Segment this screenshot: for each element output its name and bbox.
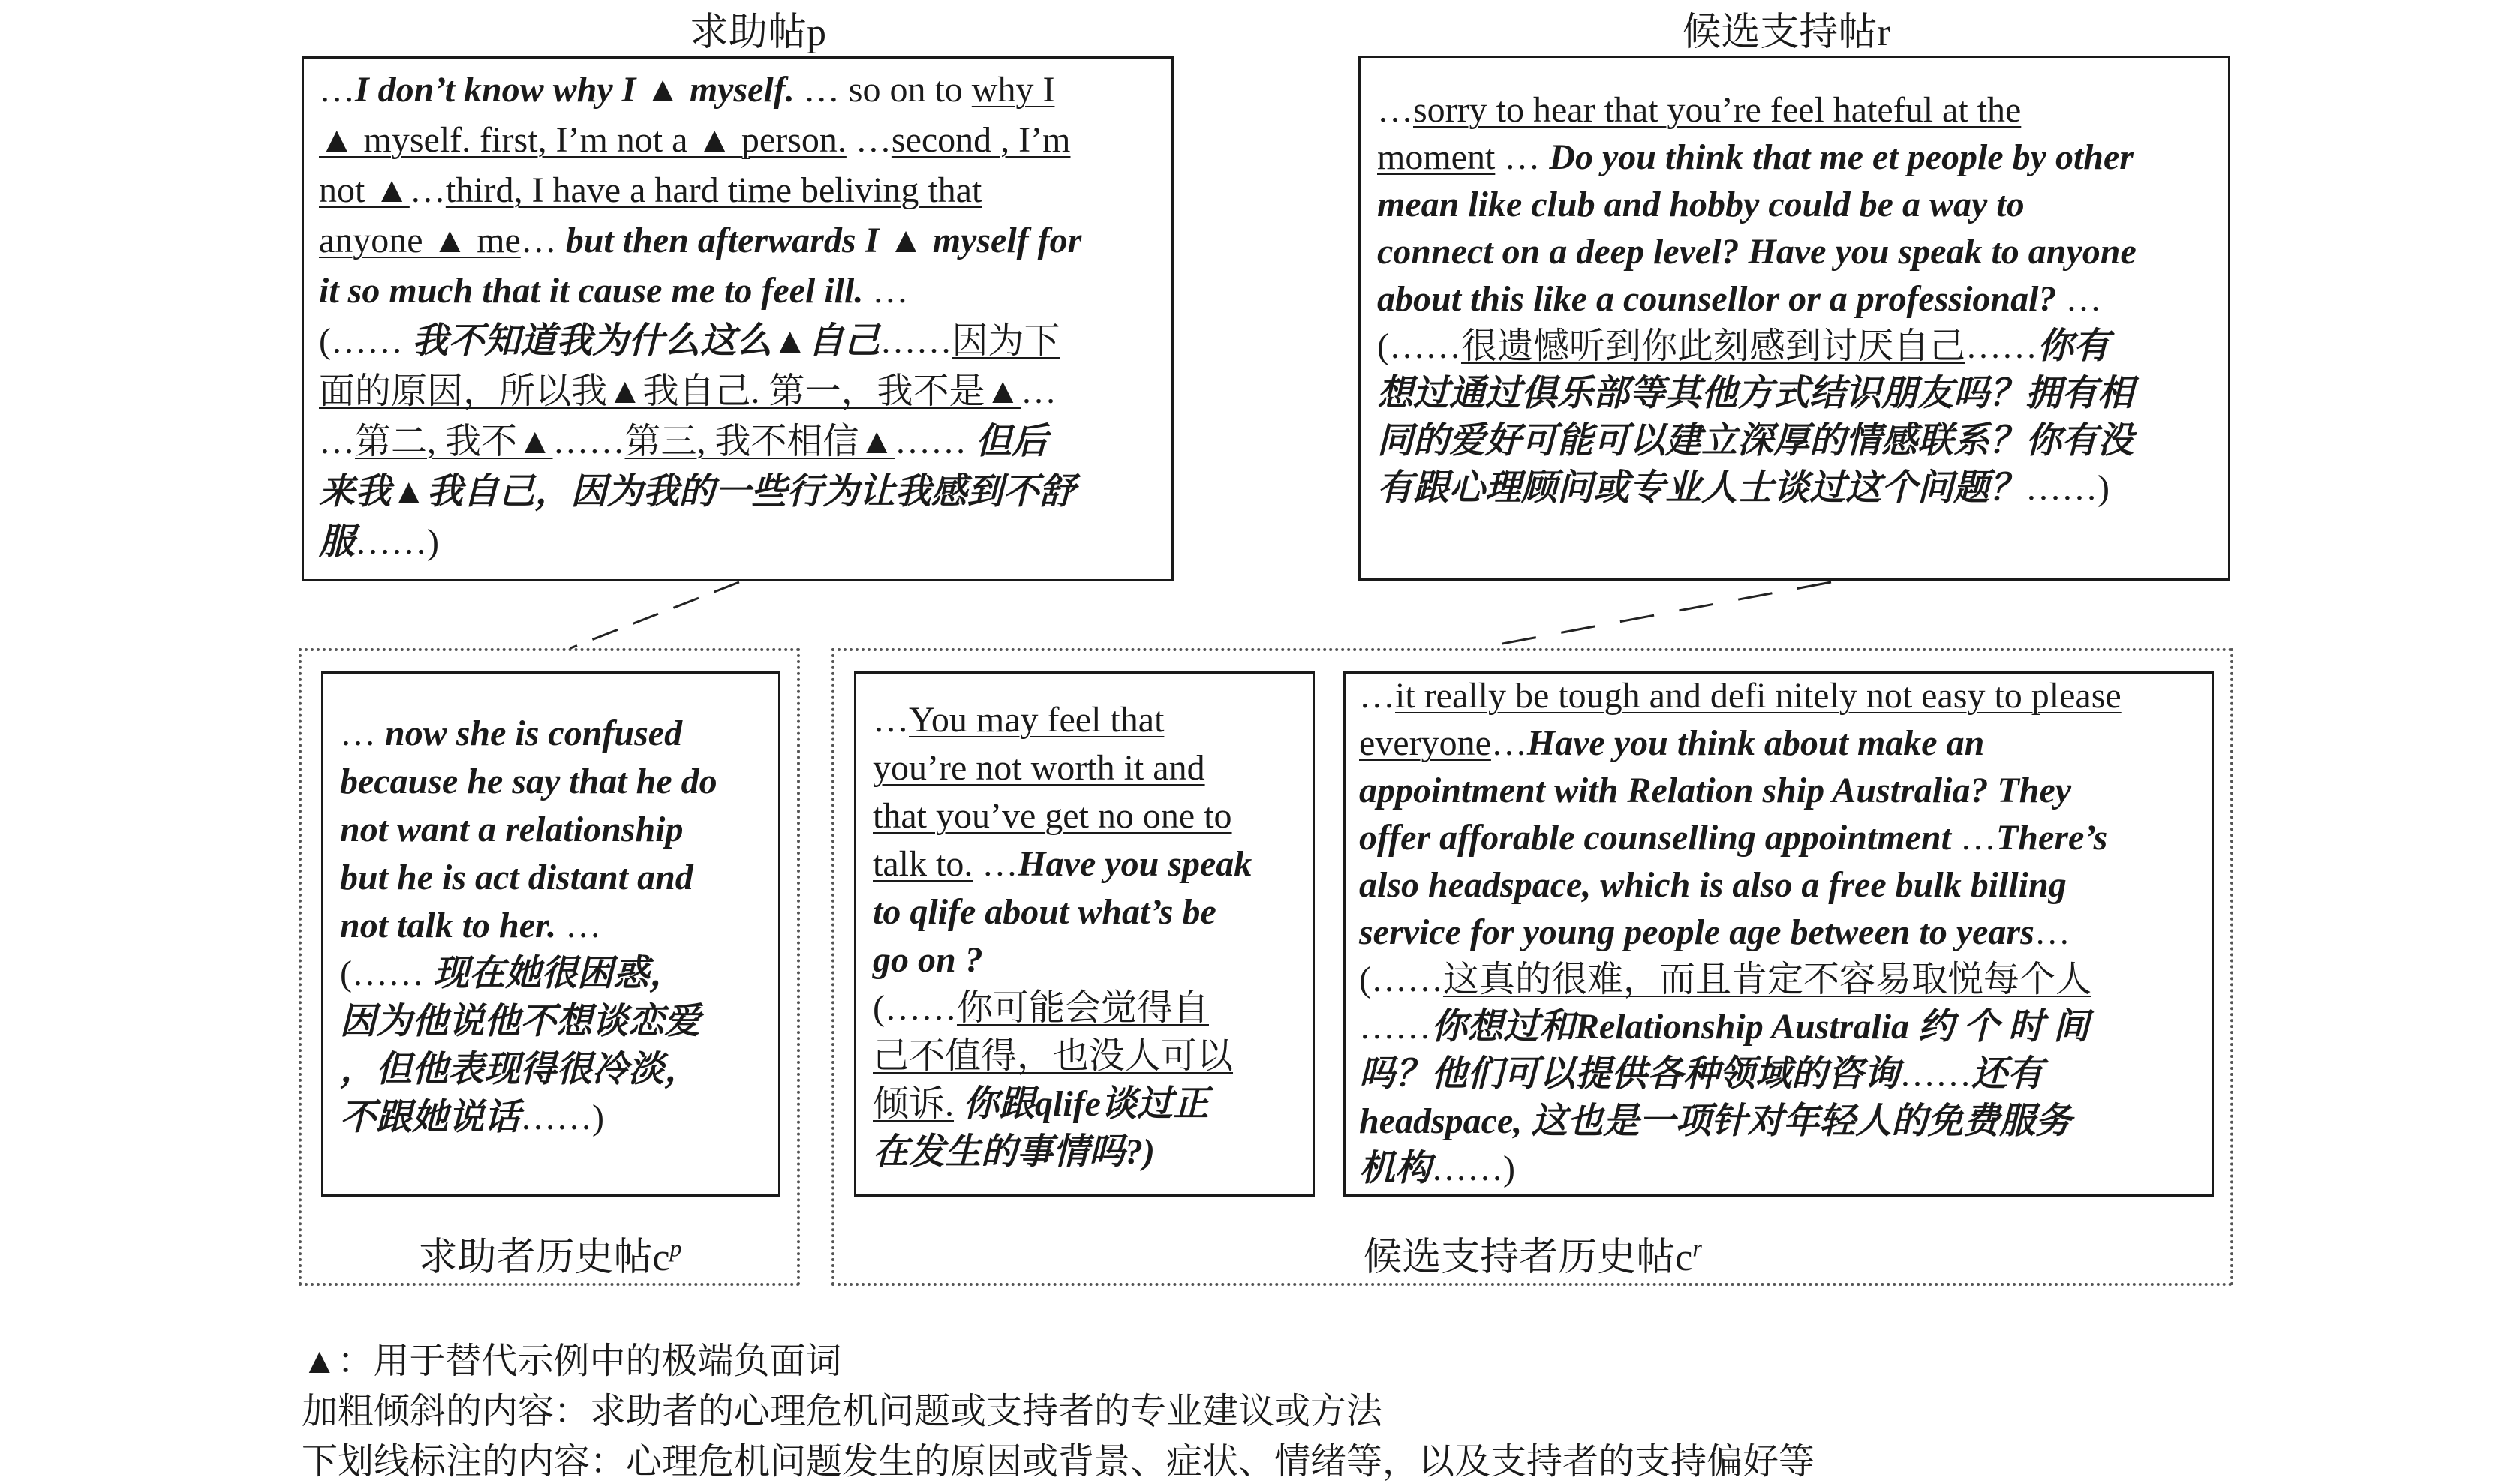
text-segment: 第二, 我不▲: [355, 422, 553, 461]
text-segment: everyone: [1359, 723, 1491, 763]
text-segment: you’re not worth it and: [873, 748, 1205, 788]
connector-help-to-seeker: [570, 582, 739, 648]
text-segment: (……: [1377, 326, 1461, 366]
supporter-history-box-a: [854, 671, 1315, 1197]
text-segment: but then afterwards I ▲ myself for: [565, 221, 1082, 260]
text-segment: 己不值得，也没人可以: [873, 1036, 1234, 1076]
text-line: [340, 711, 682, 756]
seeker-history-caption: [300, 1225, 800, 1281]
text-segment: I don’t know why I ▲ myself.: [355, 70, 795, 110]
text-segment: appointment with Relation ship Australia? They: [1359, 771, 2072, 810]
supporter-history-caption-text: 候选支持者历史帖c: [1363, 1236, 1693, 1279]
text-segment: 同的爱好可能可以建立深厚的情感联系？你有没: [1377, 421, 2134, 461]
text-segment: also headspace, which is also a free bulk billing: [1359, 865, 2067, 905]
text-line: [873, 1082, 1209, 1127]
text-segment: 吗？他们可以提供各种领域的咨询: [1359, 1054, 1900, 1094]
text-segment: 但后: [976, 422, 1048, 461]
text-segment: not want a relationship: [340, 810, 684, 849]
text-segment: because he say that he do: [340, 762, 717, 801]
text-line: [873, 986, 1209, 1031]
legend-triangle-text: ▲：用于替代示例中的极端负面词: [302, 1341, 842, 1381]
text-line: [1359, 910, 2070, 955]
help-post-caption-text: 求助帖p: [689, 11, 826, 54]
text-line: [1359, 1052, 2043, 1097]
text-segment: it so much that it cause me to feel ill.: [319, 271, 864, 311]
text-line: [873, 1034, 1233, 1079]
connector-candidate-to-supporter: [1478, 582, 1831, 648]
legend-bold-italic: [302, 1382, 1382, 1434]
text-segment: …: [319, 422, 355, 461]
text-segment: that you’ve get no one to: [873, 796, 1232, 836]
text-segment: go on ?: [873, 940, 983, 980]
text-line: [1359, 1099, 2071, 1144]
text-segment: …: [1359, 676, 1395, 716]
text-segment: ……): [520, 1098, 604, 1137]
supporter-history-caption: [831, 1225, 2233, 1281]
text-segment: 很遗憾听到你此刻感到讨厌自己: [1460, 326, 1965, 366]
text-line: [873, 890, 1216, 935]
text-segment: ，但他表现得很冷淡，: [340, 1050, 701, 1089]
text-segment: Have you speak: [1018, 844, 1252, 884]
text-segment: ▲ myself. first, I’m not a ▲ person.: [319, 120, 847, 160]
text-segment: …: [1495, 137, 1550, 177]
legend-underline-text: 下划线标注的内容：心理危机问题发生的原因或背景、症状、情绪等，以及支持者的支持偏好等: [302, 1442, 1815, 1482]
seeker-history-caption-text: 求助者历史帖c: [418, 1236, 670, 1279]
text-segment: 你可能会觉得自: [956, 988, 1209, 1028]
text-segment: 你跟qlife谈过正: [954, 1084, 1209, 1124]
text-segment: 你有: [2037, 326, 2110, 366]
text-segment: second , I’m: [891, 120, 1071, 160]
text-segment: (……: [340, 954, 433, 993]
text-segment: sorry to hear that you’re feel hateful at the: [1413, 90, 2022, 130]
text-segment: offer afforable counselling appointment: [1359, 818, 1951, 858]
text-segment: 这真的很难，而且肯定不容易取悦每个人: [1442, 960, 2091, 999]
text-segment: …: [973, 844, 1018, 884]
text-segment: ……: [880, 321, 952, 361]
text-line: [1359, 1005, 2089, 1050]
text-segment: 还有: [1971, 1054, 2044, 1094]
text-segment: …: [319, 70, 355, 110]
text-segment: third, I have a hard time beliving that: [445, 170, 982, 210]
text-line: [873, 746, 1205, 791]
text-segment: not ▲: [319, 170, 410, 210]
text-segment: to qlife about what’s be: [873, 892, 1216, 932]
text-segment: …: [846, 120, 892, 160]
text-segment: 我不知道我为什么这么▲自己: [411, 321, 880, 361]
text-segment: ……: [1359, 1007, 1431, 1047]
text-segment: mean like club and hobby could be a way to: [1377, 185, 2025, 224]
text-segment: ……): [2025, 468, 2110, 508]
text-line: [1359, 863, 2067, 908]
text-segment: but he is act distant and: [340, 858, 693, 897]
text-line: [340, 1095, 604, 1140]
text-segment: You may feel that: [909, 700, 1165, 740]
text-segment: …: [863, 271, 909, 311]
text-segment: about this like a counsellor or a professional?: [1377, 279, 2057, 319]
text-segment: 现在她很困惑，: [432, 954, 685, 993]
text-segment: …: [1950, 818, 1996, 858]
text-line: [873, 1130, 1155, 1175]
text-segment: moment: [1377, 137, 1496, 177]
text-segment: … so on to: [794, 70, 972, 110]
text-segment: Have you think about make an: [1526, 723, 1985, 763]
text-segment: it really be tough and defi nitely not easy to please: [1395, 676, 2122, 716]
text-segment: 服: [319, 522, 356, 562]
legend-triangle: [302, 1332, 842, 1383]
text-segment: (……: [1359, 960, 1443, 999]
text-segment: …: [340, 713, 385, 753]
text-line: [873, 794, 1232, 839]
text-segment: …: [556, 906, 602, 945]
text-line: [1359, 674, 2122, 719]
text-line: [1359, 957, 2091, 1002]
text-line: [340, 951, 685, 996]
text-segment: ……: [895, 422, 976, 461]
supporter-history-caption-sup: r: [1692, 1234, 1702, 1262]
text-segment: ……: [1899, 1054, 1972, 1094]
text-line: [340, 999, 700, 1044]
text-segment: …: [873, 700, 909, 740]
text-segment: 在发生的事情吗?): [873, 1132, 1155, 1172]
text-line: [340, 903, 601, 948]
text-segment: …: [1490, 723, 1527, 763]
text-segment: 有跟心理顾问或专业人士谈过这个问题？: [1377, 468, 2026, 508]
supporter-history-box-b: [1343, 671, 2214, 1197]
legend-underline: [302, 1432, 1815, 1484]
text-segment: …: [409, 170, 446, 210]
text-line: [1359, 816, 2107, 861]
text-segment: not talk to her.: [340, 906, 557, 945]
text-line: [873, 842, 1252, 887]
text-line: [340, 807, 683, 852]
text-segment: ……: [1965, 326, 2037, 366]
text-segment: (……: [319, 321, 412, 361]
text-segment: why I: [971, 70, 1055, 110]
text-segment: …: [2034, 912, 2070, 952]
text-segment: 因为下: [952, 321, 1060, 361]
text-segment: …: [520, 221, 566, 260]
text-segment: …: [1021, 371, 1057, 411]
text-segment: headspace, 这也是一项针对年轻人的免费服务: [1359, 1101, 2072, 1141]
text-segment: 面的原因，所以我▲我自己. 第一，我不是▲: [319, 371, 1021, 411]
legend-bold-italic-text: 加粗倾斜的内容：求助者的心理危机问题或支持者的专业建议或方法: [302, 1392, 1383, 1431]
text-line: [340, 759, 717, 804]
text-segment: 倾诉.: [873, 1084, 955, 1124]
text-line: [1359, 721, 1984, 766]
text-segment: …: [2056, 279, 2102, 319]
text-segment: There’s: [1995, 818, 2108, 858]
seeker-history-box: [321, 671, 780, 1197]
text-segment: ……): [1431, 1149, 1515, 1188]
text-segment: now she is confused: [385, 713, 683, 753]
text-segment: ……: [552, 422, 625, 461]
text-segment: Do you think that me et people by other: [1549, 137, 2134, 177]
seeker-history-caption-sup: p: [669, 1234, 682, 1262]
text-segment: 因为他说他不想谈恋爱: [340, 1002, 701, 1041]
text-segment: 第三, 我不相信▲: [624, 422, 895, 461]
text-line: [340, 855, 693, 900]
text-segment: talk to.: [873, 844, 973, 884]
text-line: [873, 938, 983, 983]
candidate-post-caption-text: 候选支持帖r: [1682, 11, 1890, 54]
text-line: [340, 1047, 700, 1092]
text-segment: ……): [355, 522, 439, 562]
text-segment: anyone ▲ me: [319, 221, 521, 260]
text-segment: 不跟她说话: [340, 1098, 521, 1137]
text-segment: connect on a deep level? Have you speak to anyone: [1377, 232, 2137, 272]
text-line: [1359, 1146, 1515, 1191]
text-segment: (……: [873, 988, 957, 1028]
text-segment: service for young people age between to years: [1359, 912, 2034, 952]
text-line: [1359, 768, 2071, 813]
text-line: [873, 698, 1164, 743]
text-segment: 来我▲我自己，因为我的一些行为让我感到不舒: [319, 472, 1075, 512]
text-segment: 你想过和Relationship Australia 约 个 时 间: [1431, 1007, 2090, 1047]
text-segment: …: [1377, 90, 1413, 130]
text-segment: 想过通过俱乐部等其他方式结识朋友吗？拥有相: [1377, 374, 2134, 413]
text-segment: 机构: [1359, 1149, 1432, 1188]
